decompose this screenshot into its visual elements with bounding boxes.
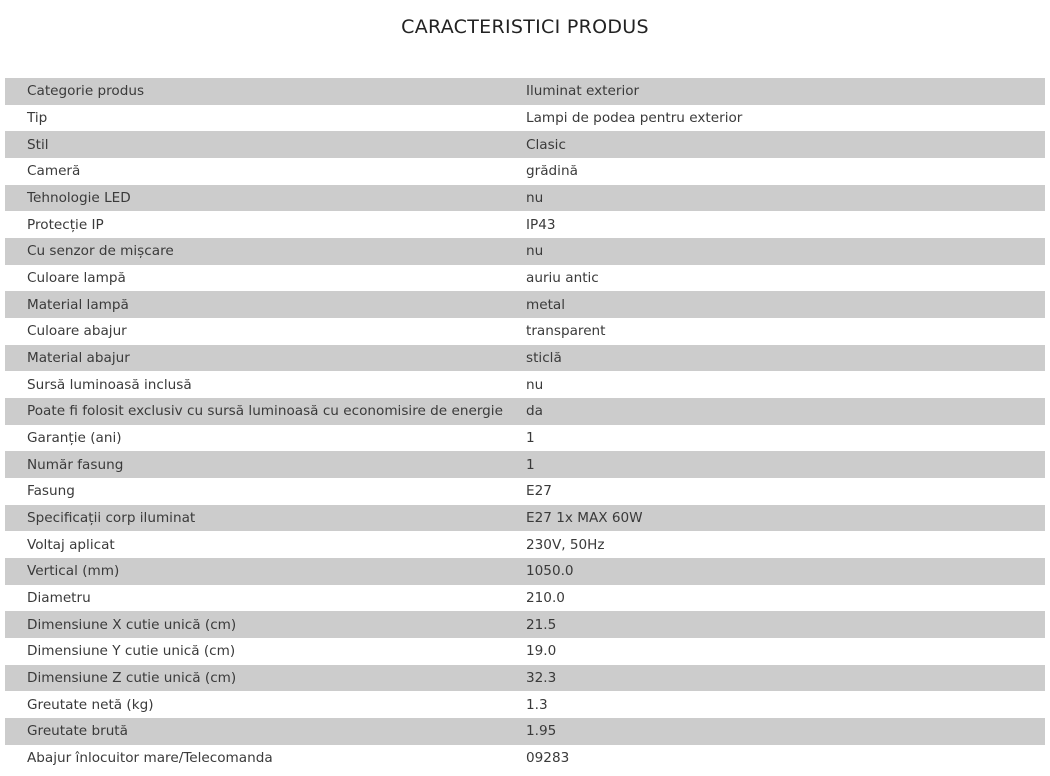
page-title: CARACTERISTICI PRODUS bbox=[401, 16, 649, 38]
table-row bbox=[5, 531, 1045, 558]
spec-label: Cu senzor de mișcare bbox=[27, 243, 174, 260]
spec-value: 1 bbox=[526, 456, 535, 473]
spec-value: sticlă bbox=[526, 350, 562, 367]
spec-label: Categorie produs bbox=[27, 83, 145, 100]
spec-value: nu bbox=[526, 376, 544, 393]
spec-label: Tip bbox=[27, 110, 48, 126]
table-row bbox=[5, 398, 1045, 425]
spec-label: Specificații corp iluminat bbox=[27, 510, 196, 527]
table-row bbox=[5, 158, 1045, 185]
spec-value: 09283 bbox=[526, 750, 570, 767]
table-row bbox=[5, 345, 1045, 372]
spec-value: 1.95 bbox=[526, 723, 557, 740]
spec-label: Culoare lampă bbox=[27, 270, 126, 287]
spec-value: 19.0 bbox=[526, 643, 557, 660]
spec-label: Greutate netă (kg) bbox=[27, 696, 154, 713]
specifications-table bbox=[5, 78, 1045, 771]
spec-label: Dimensiune Y cutie unică (cm) bbox=[27, 643, 236, 660]
spec-value: 230V, 50Hz bbox=[526, 536, 605, 553]
table-row bbox=[5, 131, 1045, 158]
spec-value: 21.5 bbox=[526, 616, 557, 633]
table-row bbox=[5, 451, 1045, 478]
spec-value: Lampi de podea pentru exterior bbox=[526, 110, 743, 126]
spec-label: Material lampă bbox=[27, 296, 129, 313]
table-row bbox=[5, 238, 1045, 265]
table-row bbox=[5, 585, 1045, 612]
table-row bbox=[5, 478, 1045, 505]
spec-value: nu bbox=[526, 190, 544, 207]
spec-value: auriu antic bbox=[526, 270, 599, 287]
spec-label: Diametru bbox=[27, 590, 91, 607]
spec-value: Iluminat exterior bbox=[526, 83, 640, 100]
spec-value: nu bbox=[526, 243, 544, 260]
spec-label: Număr fasung bbox=[27, 456, 124, 473]
spec-value: da bbox=[526, 403, 543, 420]
spec-value: 1050.0 bbox=[526, 563, 574, 580]
spec-label: Material abajur bbox=[27, 350, 130, 367]
table-row bbox=[5, 185, 1045, 212]
spec-label: Stil bbox=[27, 136, 49, 153]
table-row bbox=[5, 718, 1045, 745]
spec-label: Voltaj aplicat bbox=[27, 536, 115, 553]
spec-value: metal bbox=[526, 296, 566, 313]
table-row bbox=[5, 638, 1045, 665]
table-row bbox=[5, 291, 1045, 318]
spec-value: 1.3 bbox=[526, 696, 548, 713]
spec-label: Dimensiune X cutie unică (cm) bbox=[27, 616, 237, 633]
table-row bbox=[5, 558, 1045, 585]
table-row bbox=[5, 505, 1045, 532]
table-row bbox=[5, 105, 1045, 132]
spec-label: Greutate brută bbox=[27, 723, 128, 740]
spec-label: Vertical (mm) bbox=[27, 563, 120, 580]
spec-value: Clasic bbox=[526, 136, 566, 153]
spec-label: Fasung bbox=[27, 483, 75, 500]
table-row bbox=[5, 318, 1045, 345]
table-row bbox=[5, 265, 1045, 292]
specifications-body bbox=[5, 78, 1045, 771]
spec-value: 32.3 bbox=[526, 670, 557, 687]
table-row bbox=[5, 745, 1045, 772]
spec-value: grădină bbox=[526, 163, 578, 180]
spec-value: E27 1x MAX 60W bbox=[526, 510, 643, 527]
table-row bbox=[5, 78, 1045, 105]
spec-value: IP43 bbox=[526, 216, 556, 233]
table-row bbox=[5, 665, 1045, 692]
spec-label: Protecție IP bbox=[27, 216, 104, 233]
spec-label: Poate fi folosit exclusiv cu sursă luminoasă cu economisire de energie bbox=[27, 403, 503, 420]
spec-label: Garanție (ani) bbox=[27, 430, 122, 447]
table-row bbox=[5, 211, 1045, 238]
spec-label: Sursă luminoasă inclusă bbox=[27, 376, 192, 393]
spec-label: Culoare abajur bbox=[27, 323, 127, 340]
table-row bbox=[5, 371, 1045, 398]
spec-value: transparent bbox=[526, 323, 606, 340]
spec-value: E27 bbox=[526, 483, 552, 500]
spec-label: Tehnologie LED bbox=[27, 190, 131, 207]
spec-label: Cameră bbox=[27, 163, 81, 180]
spec-value: 210.0 bbox=[526, 590, 565, 607]
spec-label: Abajur înlocuitor mare/Telecomanda bbox=[27, 750, 273, 767]
table-row bbox=[5, 611, 1045, 638]
table-row bbox=[5, 425, 1045, 452]
table-row bbox=[5, 691, 1045, 718]
spec-value: 1 bbox=[526, 430, 535, 447]
spec-label: Dimensiune Z cutie unică (cm) bbox=[27, 670, 237, 687]
